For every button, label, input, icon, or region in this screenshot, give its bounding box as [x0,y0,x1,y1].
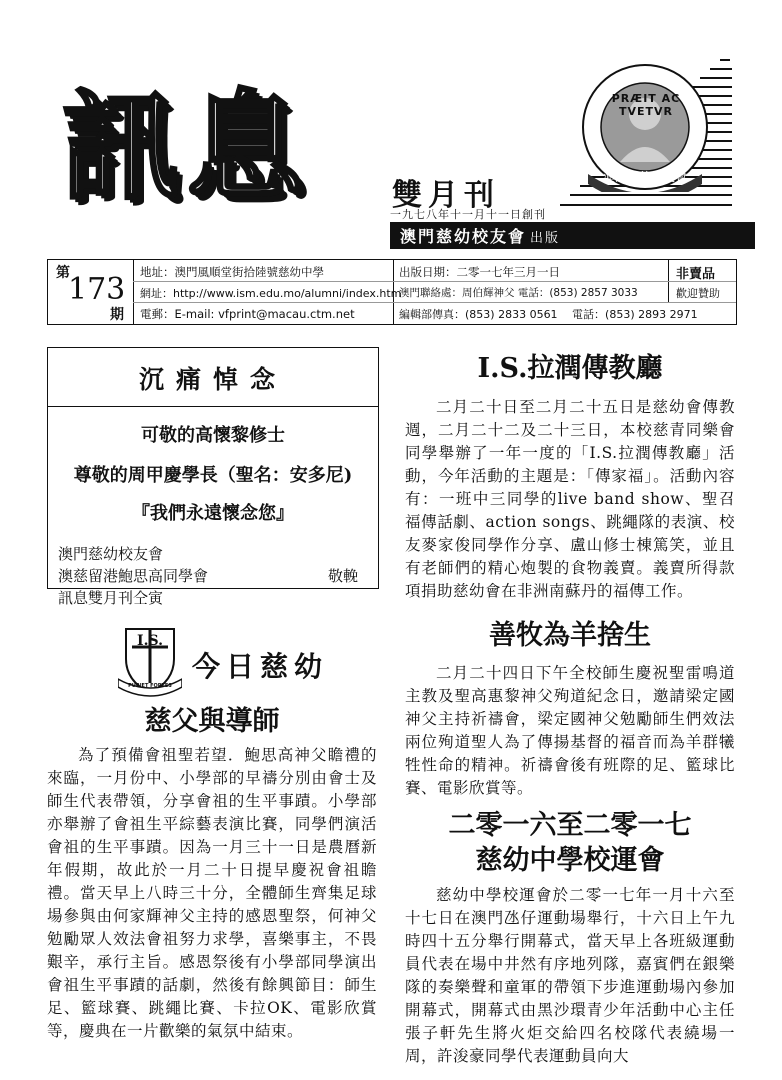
info-pub-date: 出版日期：二零一七年三月一日 [399,265,560,279]
memorial-sign-2: 澳慈留港鮑思高同學會 [58,567,209,585]
memorial-sign-3: 訊息雙月刊仝寅 [58,589,164,607]
article2-body: 二月二十四日下午全校師生慶祝聖雷鳴道主教及聖高惠黎神父殉道紀念日，邀請梁定國神父主持祈禱會，梁定國神父勉勵師生們效法兩位殉道聖人為了傳揚基督的福音而為羊群犧牲性命的精神。祈禱會後有班際的足、籃球比賽、電影欣賞等。 [405,664,735,797]
article3-headline-2: 慈幼中學校運會 [475,845,665,876]
article2-headline: 善牧為羊捨生 [489,620,651,651]
medal-caption: 澳門慈幼校友會 [602,170,687,184]
article3-body: 慈幼中學校運會於二零一七年一月十六至十七日在澳門氹仔運動場舉行，十六日上午九時四十五分舉行開幕式，當天早上各班級運動員代表在場中井然有序地列隊，嘉賓們在銀樂隊的奏樂聲和童軍的帶領下步進運動場內參加開幕式，開幕式由黑沙環青少年活動中心主任張子軒先生將火炬交給四名校隊代表繞場一周，許浚豪同學代表運動員向大 [405,886,735,1065]
article3-headline-1: 二零一六至二零一七 [448,810,692,841]
school-badge-letters: I.S. [137,633,163,649]
publisher-banner [390,222,755,249]
article1-body: 二月二十日至二月二十五日是慈幼會傳教週，二月二十二及二十三日，本校慈青同樂會同學舉辦了一年一度的「I.S.拉潤傳教廳」活動，今年活動的主題是：「傳家福」。活動內容有：一班中三同學的live band show、聖召福傳話劇、action songs、跳繩隊的表演、校友麥家俊同學作分享、盧山修士棟篤笑，並且有老師們的精心炮製的食物義賣。義賣所得款項捐助慈幼會在非洲南蘇丹的福傳工作。 [405,398,735,600]
publisher-name: 澳門慈幼校友會 [400,227,527,246]
issue-prefix: 第 [56,265,70,281]
issue-suffix: 期 [110,307,124,323]
today-section-title: 今日慈幼 [192,650,329,683]
info-email[interactable]: 電郵：E-mail: vfprint@macau.ctm.net [140,307,355,321]
info-website[interactable]: 網址：http://www.ism.edu.mo/alumni/index.htm [140,287,402,300]
publisher-suffix: 出版 [530,231,561,246]
info-bar [47,259,737,325]
info-fax: 編輯部傳真：(853) 2833 0561 電話：(853) 2893 2971 [399,308,698,321]
memorial-signatures [58,543,378,609]
issue-number: 173 [68,272,126,307]
memorial-sign-1: 澳門慈幼校友會 [58,545,164,563]
article1-headline: I.S.拉潤傳教廳 [477,353,663,384]
founded-date: 一九七八年十一月十一日創刊 [390,208,546,221]
medal-motto: PRÆIT AC TVETVR [611,92,681,118]
notice-sponsor: 歡迎贊助 [676,287,720,300]
info-address: 地址：澳門風順堂街拾陸號慈幼中學 [140,265,324,279]
memorial-line-1: 可敬的高懷黎修士 [141,425,285,446]
masthead-subtitle: 雙月刊 [392,178,500,213]
school-badge-ribbon: PURIET FORTES [128,683,172,689]
memorial-box [47,347,379,607]
masthead-title: 訊息 [62,78,311,216]
info-contact: 澳門聯絡處：周伯輝神父 電話：(853) 2857 3033 [399,287,638,299]
today-body: 為了預備會祖聖若望．鮑思高神父瞻禮的來臨，一月份中、小學部的早禱分別由會士及師生代表帶領，分享會祖的生平事蹟。小學部亦舉辦了會祖生平綜藝表演比賽，同學們演活會祖的生平事蹟。因為一月三十一日是農曆新年假期，故此於一月二十日提早慶祝會祖瞻禮。當天早上八時三十分，全體師生齊集足球場參與由何家輝神父主持的感恩聖祭，何神父勉勵眾人效法會祖努力求學，喜樂事主，不畏艱辛，承行主旨。感恩祭後有小學部同學演出會祖生平事蹟的話劇，然後有餘興節目：師生足、籃球賽、跳繩比賽、卡拉OK、電影欣賞等，慶典在一片歡樂的氣氛中結束。 [47,746,377,1040]
notice-not-for-sale: 非賣品 [676,267,716,282]
memorial-line-2: 尊敬的周甲慶學長（聖名：安多尼) [73,465,353,486]
memorial-respect: 敬輓 [327,567,358,585]
memorial-line-3: 『我們永遠懷念您』 [132,503,294,524]
today-headline: 慈父與導師 [144,706,280,737]
memorial-title: 沉痛悼念 [138,365,287,394]
